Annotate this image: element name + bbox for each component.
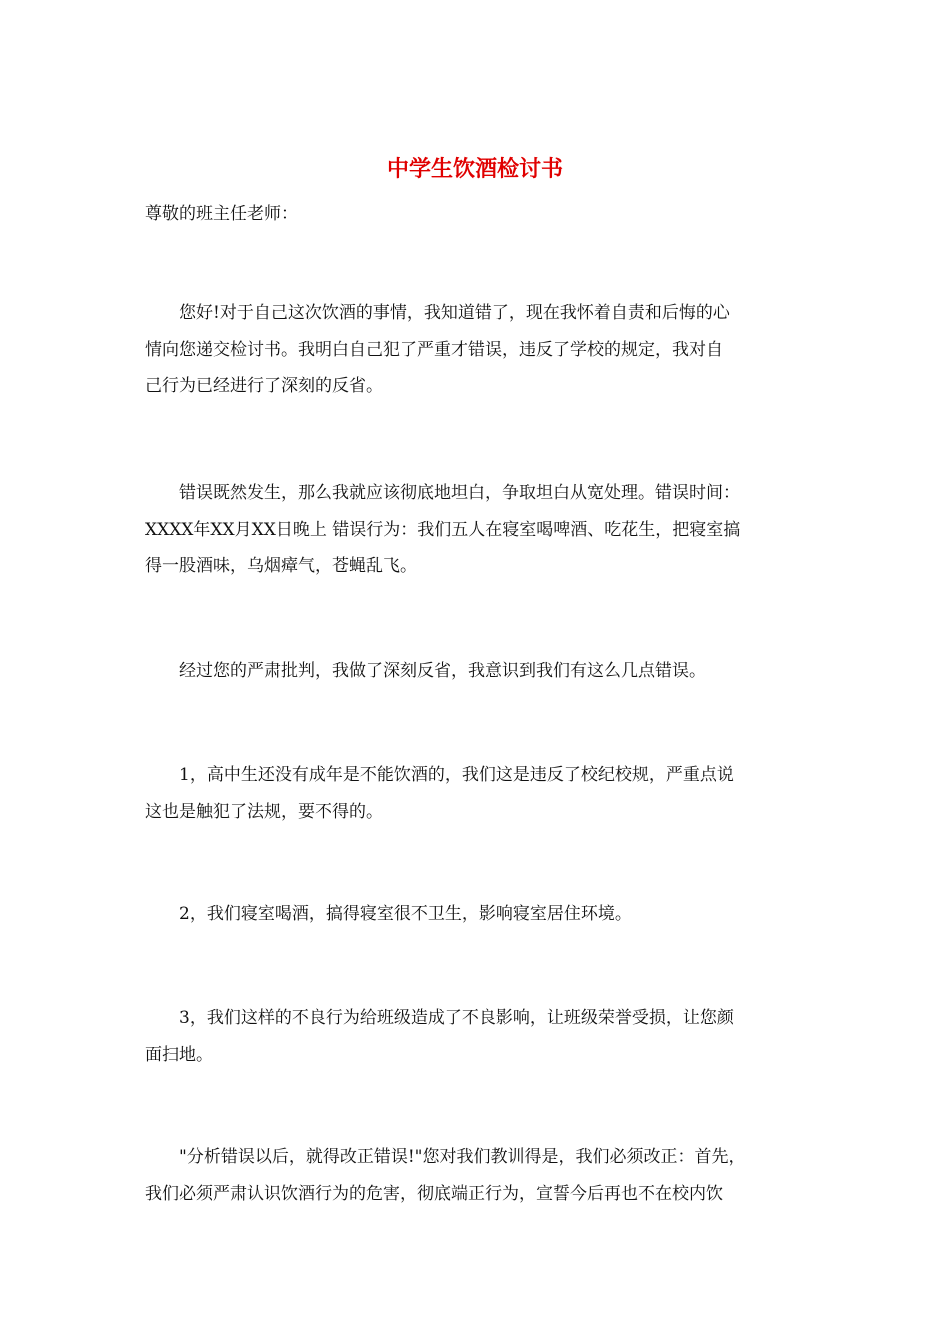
paragraph-4: [145, 757, 805, 830]
paragraph-line: "分析错误以后，就得改正错误!"您对我们教训得是，我们必须改正：首先，: [179, 1147, 746, 1167]
document-title: 中学生饮酒检讨书: [386, 156, 563, 182]
paragraph-line: 己行为已经进行了深刻的反省。: [145, 376, 383, 396]
paragraph-7: [145, 1139, 805, 1212]
salutation-text: 尊敬的班主任老师：: [145, 204, 298, 224]
paragraph-2: [145, 475, 805, 585]
paragraph-1: [145, 295, 805, 405]
paragraph-line: 1，高中生还没有成年是不能饮酒的，我们这是违反了校纪校规，严重点说: [179, 765, 734, 785]
paragraph-line: 您好!对于自己这次饮酒的事情，我知道错了，现在我怀着自责和后悔的心: [179, 303, 730, 323]
paragraph-line: 2，我们寝室喝酒，搞得寝室很不卫生，影响寝室居住环境。: [179, 904, 632, 924]
paragraph-line: XXXX年XX月XX日晚上 错误行为：我们五人在寝室喝啤酒、吃花生，把寝室搞: [145, 519, 741, 540]
paragraph-line: 经过您的严肃批判，我做了深刻反省，我意识到我们有这么几点错误。: [179, 661, 706, 681]
paragraph-line: 错误既然发生，那么我就应该彻底地坦白，争取坦白从宽处理。错误时间：: [179, 483, 740, 503]
paragraph-3: [145, 653, 805, 690]
paragraph-line: 这也是触犯了法规，要不得的。: [145, 801, 383, 822]
paragraph-line: 我们必须严肃认识饮酒行为的危害，彻底端正行为，宣誓今后再也不在校内饮: [145, 1183, 723, 1204]
salutation: [145, 196, 805, 233]
paragraph-line: 面扫地。: [145, 1044, 213, 1065]
paragraph-5: [145, 896, 805, 933]
paragraph-line: 得一股酒味，乌烟瘴气，苍蝇乱飞。: [145, 556, 417, 576]
paragraph-line: 情向您递交检讨书。我明白自己犯了严重才错误，违反了学校的规定，我对自: [145, 339, 723, 360]
paragraph-6: [145, 1000, 805, 1073]
paragraph-line: 3，我们这样的不良行为给班级造成了不良影响，让班级荣誉受损，让您颜: [179, 1008, 734, 1028]
